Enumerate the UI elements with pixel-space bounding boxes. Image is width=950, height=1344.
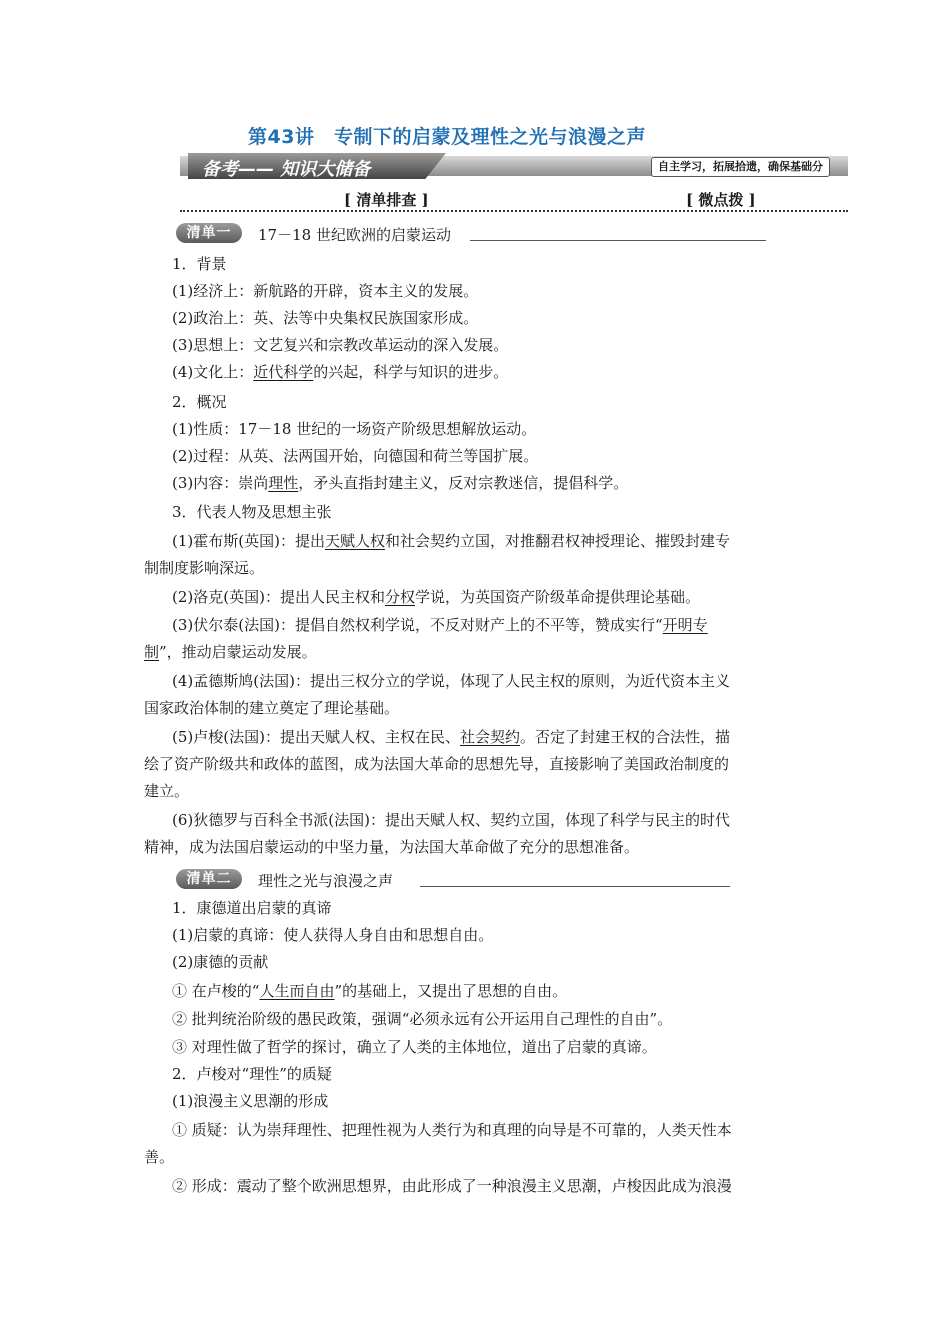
section-label-right: [ 微点拨 ] xyxy=(686,191,756,209)
key-term: 社会契约 xyxy=(459,728,520,746)
text-line: 1．康德道出启蒙的真谛 xyxy=(172,899,332,917)
text-line: 制”，推动启蒙运动发展。 xyxy=(144,643,317,661)
banner-title: 备考—— 知识大储备 xyxy=(202,159,371,180)
text-line: (1)浪漫主义思潮的形成 xyxy=(172,1092,329,1110)
page-title: 第43讲 专制下的启蒙及理性之光与浪漫之声 xyxy=(248,126,646,148)
section-banner xyxy=(180,153,848,179)
text-line: (1)经济上：新航路的开辟，资本主义的发展。 xyxy=(172,282,479,300)
text-line: (5)卢梭(法国)：提出天赋人权、主权在民、社会契约。否定了封建王权的合法性，描 xyxy=(172,728,730,746)
text-line: (3)思想上：文艺复兴和宗教改革运动的深入发展。 xyxy=(172,336,509,354)
text-line: (1)霍布斯(英国)：提出天赋人权和社会契约立国，对推翻君权神授理论、摧毁封建专 xyxy=(172,532,730,550)
text-line: 制制度影响深远。 xyxy=(144,559,265,577)
text-line: ② 批判统治阶级的愚民政策，强调“必须永远有公开运用自己理性的自由”。 xyxy=(172,1010,673,1028)
section-label-left: [ 清单排查 ] xyxy=(344,191,429,209)
text-line: ② 形成：震动了整个欧洲思想界，由此形成了一种浪漫主义思潮，卢梭因此成为浪漫 xyxy=(172,1177,732,1195)
text-line: (3)内容：崇尚理性，矛头直指封建主义，反对宗教迷信，提倡科学。 xyxy=(172,474,629,492)
key-term: 近代科学 xyxy=(253,363,314,381)
text-line: (3)伏尔泰(法国)：提倡自然权利学说，不反对财产上的不平等，赞成实行“开明专 xyxy=(172,616,708,634)
banner-subtitle: 自主学习，拓展拾遗，确保基础分 xyxy=(651,157,830,177)
text-line: (2)政治上：英、法等中央集权民族国家形成。 xyxy=(172,309,479,327)
text-line: (4)文化上：近代科学的兴起，科学与知识的进步。 xyxy=(172,363,509,381)
text-line: 绘了资产阶级共和政体的蓝图，成为法国大革命的思想先导，直接影响了美国政治制度的 xyxy=(144,755,730,773)
key-term: 人生而自由 xyxy=(259,982,335,1000)
text-line: ① 在卢梭的“人生而自由”的基础上，又提出了思想的自由。 xyxy=(172,982,568,1000)
text-line: 建立。 xyxy=(144,782,190,800)
text-line: 国家政治体制的建立奠定了理论基础。 xyxy=(144,699,400,717)
list-underline-1 xyxy=(470,240,766,241)
text-line: 2．卢梭对“理性”的质疑 xyxy=(172,1065,332,1083)
key-term: 开明专 xyxy=(662,616,708,634)
text-line: (1)性质：17－18 世纪的一场资产阶级思想解放运动。 xyxy=(172,420,537,438)
text-line: 2．概况 xyxy=(172,393,227,411)
text-line: (6)狄德罗与百科全书派(法国)：提出天赋人权、契约立国，体现了科学与民主的时代 xyxy=(172,811,730,829)
text-line: (2)洛克(英国)：提出人民主权和分权学说，为英国资产阶级革命提供理论基础。 xyxy=(172,588,700,606)
key-term: 制 xyxy=(144,643,160,661)
list-title-2: 理性之光与浪漫之声 xyxy=(258,872,394,890)
text-line: ③ 对理性做了哲学的探讨，确立了人类的主体地位，道出了启蒙的真谛。 xyxy=(172,1038,657,1056)
text-line: 精神，成为法国启蒙运动的中坚力量，为法国大革命做了充分的思想准备。 xyxy=(144,838,640,856)
text-line: 1．背景 xyxy=(172,255,227,273)
list-badge-2: 清单二 xyxy=(176,869,242,889)
list-badge-1: 清单一 xyxy=(176,223,242,243)
list-underline-2 xyxy=(420,886,730,887)
text-line: (4)孟德斯鸠(法国)：提出三权分立的学说，体现了人民主权的原则，为近代资本主义 xyxy=(172,672,730,690)
text-line: (1)启蒙的真谛：使人获得人身自由和思想自由。 xyxy=(172,926,494,944)
list-title-1: 17－18 世纪欧洲的启蒙运动 xyxy=(258,226,451,244)
text-line: ① 质疑：认为崇拜理性、把理性视为人类行为和真理的向导是不可靠的，人类天性本 xyxy=(172,1121,732,1139)
text-line: 3．代表人物及思想主张 xyxy=(172,503,332,521)
text-line: (2)过程：从英、法两国开始，向德国和荷兰等国扩展。 xyxy=(172,447,539,465)
key-term: 分权 xyxy=(384,588,415,606)
text-line: 善。 xyxy=(144,1148,175,1166)
text-line: (2)康德的贡献 xyxy=(172,953,269,971)
key-term: 理性 xyxy=(268,474,299,492)
key-term: 天赋人权 xyxy=(324,532,385,550)
